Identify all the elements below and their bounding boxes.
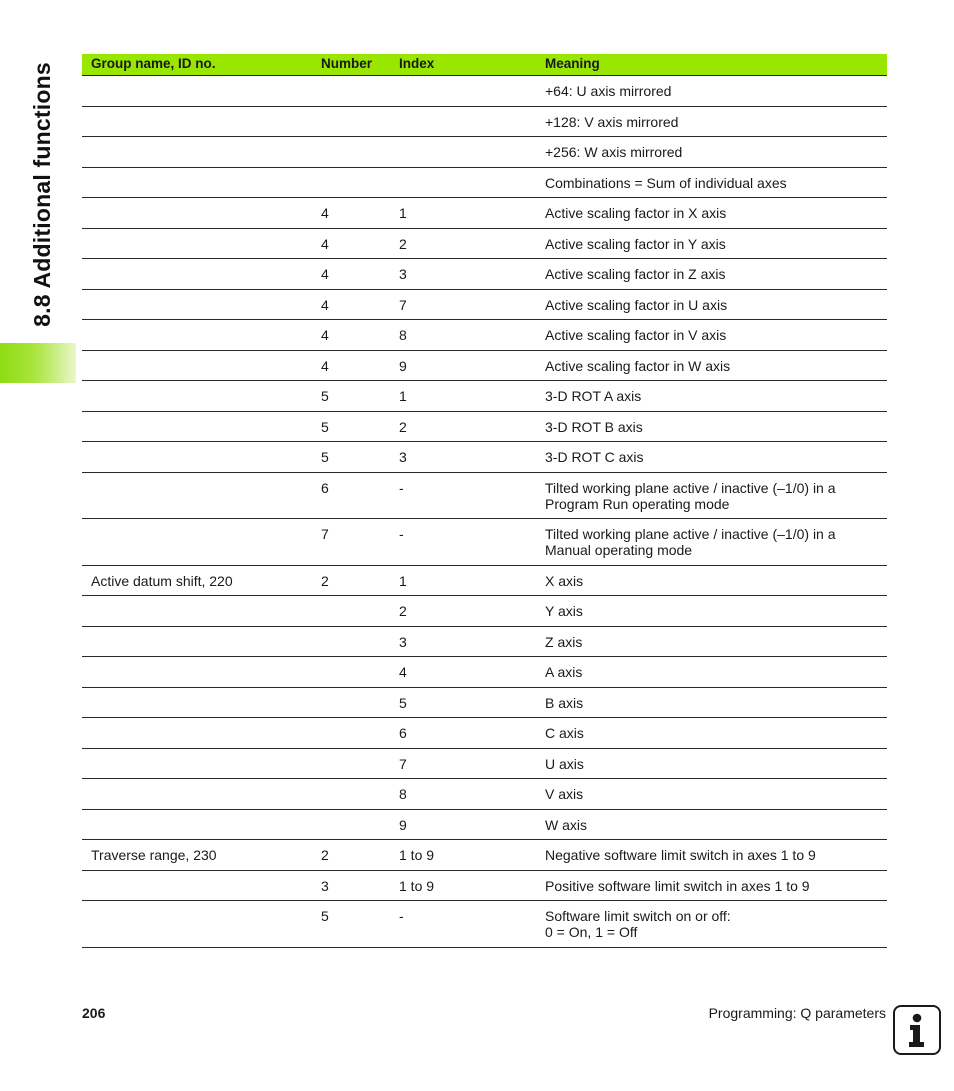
cell-group-name <box>82 442 312 472</box>
cell-index: - <box>399 908 404 924</box>
cell-meaning <box>537 519 887 565</box>
cell-meaning <box>537 901 887 947</box>
cell-group-name <box>82 779 312 809</box>
cell-group-name <box>82 320 312 350</box>
cell-meaning <box>537 473 887 519</box>
cell-group-name <box>82 290 312 320</box>
footer-chapter-text: Programming: Q parameters <box>708 1005 886 1021</box>
cell-group-name <box>82 627 312 657</box>
cell-number <box>312 657 390 687</box>
cell-number: 2 <box>321 572 329 589</box>
table-row <box>82 76 887 107</box>
cell-number: 4 <box>321 235 329 252</box>
cell-meaning: V axis <box>545 786 584 802</box>
cell-number: 7 <box>321 526 329 542</box>
table-row <box>82 627 887 658</box>
cell-number: 6 <box>321 479 329 496</box>
cell-index: 1 <box>399 572 407 589</box>
cell-meaning: 3-D ROT C axis <box>545 449 644 465</box>
cell-index: 5 <box>399 694 407 711</box>
cell-group-name <box>82 688 312 718</box>
cell-index: 3 <box>399 266 407 282</box>
cell-meaning: Active scaling factor in X axis <box>545 205 727 221</box>
cell-index: - <box>399 526 404 542</box>
cell-number: 4 <box>321 205 329 221</box>
cell-meaning: Active scaling factor in Z axis <box>545 266 726 282</box>
cell-group-name <box>82 596 312 626</box>
cell-number: 5 <box>321 449 329 465</box>
cell-number: 5 <box>321 418 329 435</box>
cell-group-name <box>82 259 312 289</box>
table-row <box>82 351 887 382</box>
cell-number <box>312 627 390 657</box>
table-row <box>82 442 887 473</box>
table-row <box>82 596 887 627</box>
cell-number: 4 <box>321 296 329 313</box>
cell-index: 6 <box>399 725 407 741</box>
cell-number <box>312 596 390 626</box>
cell-group-name <box>82 381 312 411</box>
cell-meaning-line: Tilted working plane active / inactive (–1/0) in a <box>545 526 836 542</box>
table-row <box>82 290 887 321</box>
table-row <box>82 259 887 290</box>
table-row <box>82 657 887 688</box>
table-row <box>82 688 887 719</box>
cell-number <box>312 76 390 106</box>
cell-meaning: Z axis <box>545 633 583 650</box>
page-number: 206 <box>82 1005 106 1021</box>
cell-group-name <box>82 76 312 106</box>
cell-index: 8 <box>399 327 407 343</box>
cell-index <box>390 107 537 137</box>
table-row <box>82 107 887 138</box>
table-row <box>82 810 887 841</box>
cell-group-name <box>82 107 312 137</box>
cell-group-name <box>82 871 312 901</box>
cell-group-name <box>82 229 312 259</box>
cell-meaning: W axis <box>545 816 587 833</box>
table-row <box>82 840 887 871</box>
cell-meaning: Active scaling factor in V axis <box>545 327 727 343</box>
table-row <box>82 779 887 810</box>
cell-meaning: A axis <box>545 664 583 680</box>
cell-number <box>312 168 390 198</box>
cell-number <box>312 107 390 137</box>
table-row <box>82 473 887 520</box>
table-row <box>82 381 887 412</box>
cell-index: 1 to 9 <box>399 847 435 863</box>
table-row <box>82 229 887 260</box>
chapter-section-title-text: 8.8 Additional functions <box>28 61 55 327</box>
cell-index: 3 <box>399 449 407 465</box>
cell-meaning-line: Software limit switch on or off: <box>545 908 731 924</box>
header-group-name: Group name, ID no. <box>91 56 216 71</box>
header-index: Index <box>399 56 435 71</box>
cell-number: 4 <box>321 357 329 374</box>
cell-meaning: Active scaling factor in U axis <box>545 296 728 313</box>
cell-index <box>390 137 537 167</box>
cell-meaning: C axis <box>545 725 584 741</box>
cell-index: 7 <box>399 755 407 772</box>
cell-index: 8 <box>399 786 407 802</box>
cell-meaning: 3-D ROT A axis <box>545 388 642 404</box>
cell-group-name <box>82 351 312 381</box>
cell-index: 9 <box>399 816 407 833</box>
cell-group-name <box>82 168 312 198</box>
cell-index: 1 <box>399 205 407 221</box>
info-icon-glyph <box>895 1007 938 1052</box>
cell-number: 4 <box>321 266 329 282</box>
cell-group-name <box>82 901 312 947</box>
cell-number: 5 <box>321 388 329 404</box>
cell-meaning: Y axis <box>545 603 583 619</box>
cell-meaning: Active scaling factor in Y axis <box>545 235 726 252</box>
cell-group-name <box>82 473 312 519</box>
cell-meaning-line: Tilted working plane active / inactive (–1/0) in a <box>545 479 836 496</box>
cell-group-name <box>82 749 312 779</box>
cell-index: 1 to 9 <box>399 877 435 894</box>
cell-index: 3 <box>399 633 407 650</box>
cell-number: 4 <box>321 327 329 343</box>
cell-meaning: Positive software limit switch in axes 1 to 9 <box>545 877 810 894</box>
cell-group-name: Traverse range, 230 <box>91 847 217 863</box>
table-row <box>82 412 887 443</box>
cell-group-name <box>82 519 312 565</box>
table-row <box>82 871 887 902</box>
info-icon <box>893 1005 941 1055</box>
cell-group-name <box>82 718 312 748</box>
cell-index: 4 <box>399 664 407 680</box>
cell-group-name <box>82 198 312 228</box>
table-header-row <box>82 54 887 76</box>
cell-number <box>312 749 390 779</box>
cell-number <box>312 688 390 718</box>
table-row <box>82 320 887 351</box>
cell-number: 3 <box>321 877 329 894</box>
cell-index: 9 <box>399 357 407 374</box>
cell-meaning-line: 0 = On, 1 = Off <box>545 924 638 940</box>
table-row <box>82 901 887 948</box>
cell-number <box>312 137 390 167</box>
cell-meaning: U axis <box>545 755 584 772</box>
table-row <box>82 137 887 168</box>
cell-number: 5 <box>321 908 329 924</box>
cell-meaning: Negative software limit switch in axes 1 to 9 <box>545 847 816 863</box>
cell-index: 2 <box>399 235 407 252</box>
cell-group-name <box>82 810 312 840</box>
table-row <box>82 168 887 199</box>
cell-index: 2 <box>399 418 407 435</box>
cell-index <box>390 76 537 106</box>
cell-meaning: +256: W axis mirrored <box>545 144 683 160</box>
cell-index: 7 <box>399 296 407 313</box>
cell-number <box>312 718 390 748</box>
header-number: Number <box>321 56 373 71</box>
cell-meaning: Active scaling factor in W axis <box>545 357 731 374</box>
cell-number <box>312 810 390 840</box>
cell-meaning: +64: U axis mirrored <box>545 83 672 99</box>
q-parameter-table <box>82 54 887 948</box>
cell-index: 2 <box>399 603 407 619</box>
cell-meaning: +128: V axis mirrored <box>545 113 679 130</box>
cell-meaning-line: Program Run operating mode <box>545 495 730 512</box>
table-row <box>82 198 887 229</box>
cell-group-name <box>82 657 312 687</box>
cell-meaning: 3-D ROT B axis <box>545 418 643 435</box>
cell-meaning: X axis <box>545 572 584 589</box>
cell-meaning: Combinations = Sum of individual axes <box>545 174 787 191</box>
cell-meaning-line: Manual operating mode <box>545 542 693 558</box>
cell-index: 1 <box>399 388 407 404</box>
cell-index: - <box>399 479 404 496</box>
cell-number <box>312 779 390 809</box>
table-row <box>82 718 887 749</box>
cell-group-name <box>82 412 312 442</box>
header-meaning: Meaning <box>545 56 600 71</box>
chapter-section-title <box>22 44 62 344</box>
table-row <box>82 519 887 566</box>
cell-number: 2 <box>321 847 329 863</box>
chapter-tab-marker <box>0 343 76 383</box>
cell-index <box>390 168 537 198</box>
cell-group-name: Active datum shift, 220 <box>91 572 233 589</box>
table-row <box>82 749 887 780</box>
cell-meaning: B axis <box>545 694 584 711</box>
table-row <box>82 566 887 597</box>
cell-group-name <box>82 137 312 167</box>
